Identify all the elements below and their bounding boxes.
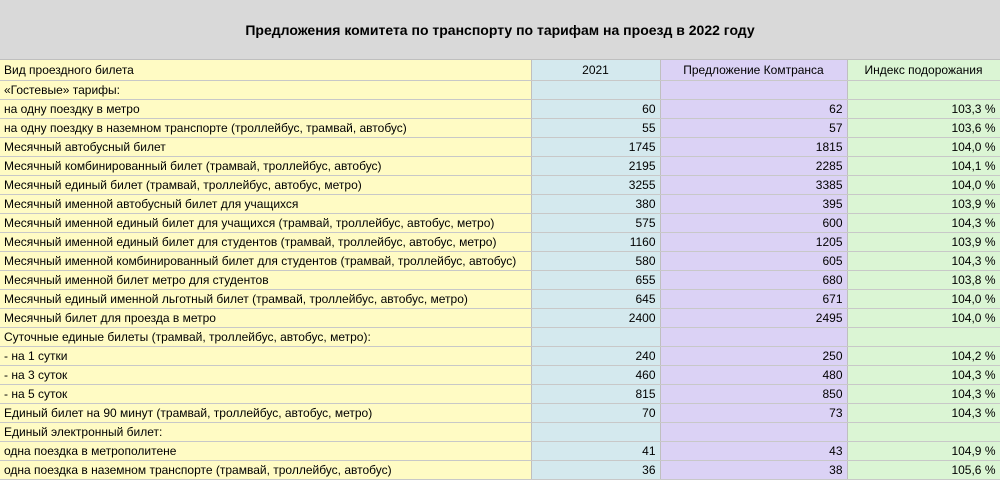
cell-price-2021: 460 <box>531 366 660 385</box>
page-title: Предложения комитета по транспорту по тарифам на проезд в 2022 году <box>0 0 1000 59</box>
cell-price-proposal: 480 <box>660 366 847 385</box>
cell-price-proposal: 2285 <box>660 157 847 176</box>
cell-price-2021: 70 <box>531 404 660 423</box>
header-ticket-type: Вид проездного билета <box>0 60 531 81</box>
cell-ticket-type: Месячный автобусный билет <box>0 138 531 157</box>
cell-price-2021: 240 <box>531 347 660 366</box>
cell-price-proposal: 671 <box>660 290 847 309</box>
table-row <box>0 100 1000 119</box>
table-row <box>0 138 1000 157</box>
table-row <box>0 157 1000 176</box>
cell-price-proposal: 73 <box>660 404 847 423</box>
cell-price-2021 <box>531 423 660 442</box>
cell-price-proposal <box>660 81 847 100</box>
cell-price-index: 104,0 % <box>847 176 1000 195</box>
cell-price-proposal: 43 <box>660 442 847 461</box>
cell-price-index: 104,0 % <box>847 138 1000 157</box>
cell-ticket-type: Суточные единые билеты (трамвай, троллейбус, автобус, метро): <box>0 328 531 347</box>
cell-price-proposal: 57 <box>660 119 847 138</box>
cell-price-index: 104,0 % <box>847 309 1000 328</box>
cell-ticket-type: - на 3 суток <box>0 366 531 385</box>
table-row <box>0 328 1000 347</box>
cell-ticket-type: Месячный именной единый билет для студентов (трамвай, троллейбус, автобус, метро) <box>0 233 531 252</box>
fares-table <box>0 59 1000 480</box>
cell-price-proposal: 2495 <box>660 309 847 328</box>
cell-price-2021: 2195 <box>531 157 660 176</box>
table-row <box>0 176 1000 195</box>
cell-ticket-type: Единый билет на 90 минут (трамвай, троллейбус, автобус, метро) <box>0 404 531 423</box>
table-row <box>0 404 1000 423</box>
cell-price-index: 103,6 % <box>847 119 1000 138</box>
cell-price-proposal: 850 <box>660 385 847 404</box>
cell-ticket-type: на одну поездку в наземном транспорте (троллейбус, трамвай, автобус) <box>0 119 531 138</box>
table-row <box>0 442 1000 461</box>
cell-price-index: 103,3 % <box>847 100 1000 119</box>
table-row <box>0 271 1000 290</box>
cell-price-index <box>847 328 1000 347</box>
cell-price-2021: 655 <box>531 271 660 290</box>
cell-price-index: 104,3 % <box>847 214 1000 233</box>
cell-ticket-type: Месячный именной билет метро для студентов <box>0 271 531 290</box>
cell-price-index: 104,3 % <box>847 385 1000 404</box>
header-year-2021: 2021 <box>531 60 660 81</box>
cell-ticket-type: «Гостевые» тарифы: <box>0 81 531 100</box>
table-row <box>0 233 1000 252</box>
cell-ticket-type: одна поездка в наземном транспорте (трамвай, троллейбус, автобус) <box>0 461 531 480</box>
cell-price-proposal: 250 <box>660 347 847 366</box>
cell-price-2021: 580 <box>531 252 660 271</box>
cell-price-index <box>847 81 1000 100</box>
cell-price-proposal: 62 <box>660 100 847 119</box>
cell-price-index: 104,2 % <box>847 347 1000 366</box>
table-row <box>0 423 1000 442</box>
cell-price-proposal: 38 <box>660 461 847 480</box>
cell-price-2021: 380 <box>531 195 660 214</box>
table-row <box>0 385 1000 404</box>
table-row <box>0 309 1000 328</box>
cell-price-index: 103,8 % <box>847 271 1000 290</box>
cell-price-index: 103,9 % <box>847 233 1000 252</box>
cell-price-2021: 815 <box>531 385 660 404</box>
cell-price-index: 105,6 % <box>847 461 1000 480</box>
table-row <box>0 347 1000 366</box>
table-row <box>0 290 1000 309</box>
cell-price-proposal: 395 <box>660 195 847 214</box>
cell-ticket-type: - на 5 суток <box>0 385 531 404</box>
table-row <box>0 214 1000 233</box>
header-proposal: Предложение Комтранса <box>660 60 847 81</box>
cell-price-index: 104,3 % <box>847 366 1000 385</box>
cell-ticket-type: Месячный билет для проезда в метро <box>0 309 531 328</box>
table-header-row <box>0 60 1000 81</box>
cell-ticket-type: Месячный комбинированный билет (трамвай, троллейбус, автобус) <box>0 157 531 176</box>
cell-price-2021: 1745 <box>531 138 660 157</box>
cell-price-2021: 2400 <box>531 309 660 328</box>
cell-price-2021: 3255 <box>531 176 660 195</box>
table-row <box>0 252 1000 271</box>
cell-ticket-type: - на 1 сутки <box>0 347 531 366</box>
cell-price-2021 <box>531 328 660 347</box>
cell-price-proposal: 600 <box>660 214 847 233</box>
table-row <box>0 195 1000 214</box>
cell-price-2021: 645 <box>531 290 660 309</box>
cell-price-index: 104,9 % <box>847 442 1000 461</box>
cell-price-2021: 36 <box>531 461 660 480</box>
cell-price-proposal: 1815 <box>660 138 847 157</box>
cell-price-index <box>847 423 1000 442</box>
cell-price-2021: 575 <box>531 214 660 233</box>
cell-ticket-type: Месячный единый именной льготный билет (трамвай, троллейбус, автобус, метро) <box>0 290 531 309</box>
cell-price-index: 104,3 % <box>847 252 1000 271</box>
cell-price-2021: 60 <box>531 100 660 119</box>
cell-price-proposal: 1205 <box>660 233 847 252</box>
header-price-index: Индекс подорожания <box>847 60 1000 81</box>
table-row <box>0 119 1000 138</box>
cell-ticket-type: Месячный именной автобусный билет для учащихся <box>0 195 531 214</box>
cell-ticket-type: Месячный единый билет (трамвай, троллейбус, автобус, метро) <box>0 176 531 195</box>
cell-price-proposal: 605 <box>660 252 847 271</box>
table-row <box>0 366 1000 385</box>
cell-price-proposal <box>660 423 847 442</box>
cell-ticket-type: на одну поездку в метро <box>0 100 531 119</box>
cell-price-2021 <box>531 81 660 100</box>
cell-price-index: 104,3 % <box>847 404 1000 423</box>
cell-price-2021: 55 <box>531 119 660 138</box>
cell-price-proposal: 680 <box>660 271 847 290</box>
cell-price-proposal: 3385 <box>660 176 847 195</box>
cell-ticket-type: Единый электронный билет: <box>0 423 531 442</box>
table-body <box>0 81 1000 480</box>
table-row <box>0 81 1000 100</box>
cell-price-index: 104,0 % <box>847 290 1000 309</box>
cell-price-index: 103,9 % <box>847 195 1000 214</box>
cell-price-2021: 1160 <box>531 233 660 252</box>
cell-price-2021: 41 <box>531 442 660 461</box>
cell-price-proposal <box>660 328 847 347</box>
cell-ticket-type: Месячный именной единый билет для учащихся (трамвай, троллейбус, автобус, метро) <box>0 214 531 233</box>
cell-price-index: 104,1 % <box>847 157 1000 176</box>
cell-ticket-type: Месячный именной комбинированный билет для студентов (трамвай, троллейбус, автобус) <box>0 252 531 271</box>
cell-ticket-type: одна поездка в метрополитене <box>0 442 531 461</box>
table-row <box>0 461 1000 480</box>
